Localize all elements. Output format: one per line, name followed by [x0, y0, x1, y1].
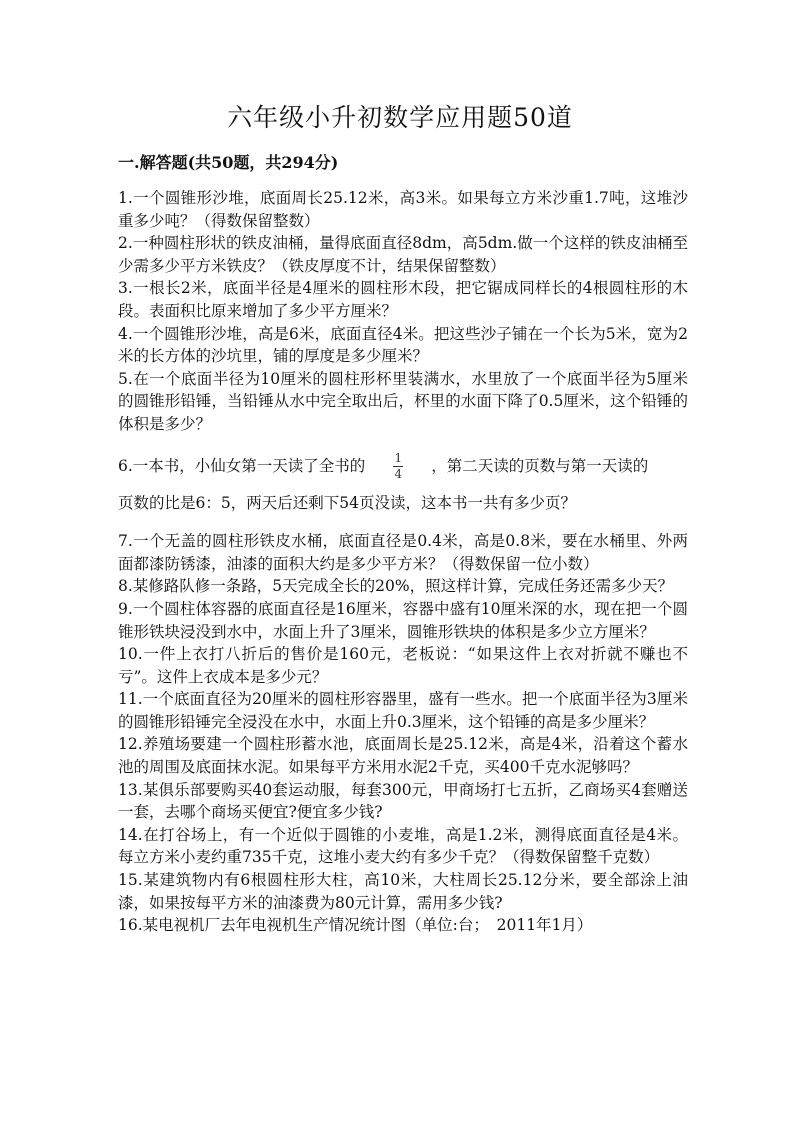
problem-list	[118, 187, 688, 937]
section-header: 一.解答题(共50题，共294分)	[118, 153, 339, 172]
problem-3: 3.一根长2米，底面半径是4厘米的圆柱形木段，把它锯成同样长的4根圆柱形的木段。表面积比原来增加了多少平方厘米？	[118, 279, 688, 320]
fraction-one-quarter	[393, 452, 403, 481]
problem-13: 13.某俱乐部要购买40套运动服，每套300元，甲商场打七五折，乙商场买4套赠送一套，去哪个商场买便宜?便宜多少钱?	[118, 780, 688, 822]
problem-12: 12.养殖场要建一个圆柱形蓄水池，底面周长是25.12米，高是4米，沿着这个蓄水池的周围及底面抹水泥。如果每平方米用水泥2千克，买400千克水泥够吗？	[118, 735, 688, 777]
problem-4: 4.一个圆锥形沙堆，高是6米，底面直径4米。把这些沙子铺在一个长为5米，宽为2米的长方体的沙坑里，铺的厚度是多少厘米？	[118, 324, 688, 366]
problem-10: 10.一件上衣打八折后的售价是160元，老板说：“如果这件上衣对折就不赚也不亏”。这件上衣成本是多少元？	[118, 645, 688, 686]
problem-5: 5.在一个底面半径为10厘米的圆柱形杯里装满水，水里放了一个底面半径为5厘米的圆锥形铅锤，当铅锤从水中完全取出后，杯里的水面下降了0.5厘米，这个铅锤的体积是多少？	[118, 369, 688, 433]
problem-6-text-b: ，第二天读的页数与第一天读的	[431, 457, 649, 476]
problem-6-line-1	[118, 452, 688, 482]
page-title: 六年级小升初数学应用题50道	[227, 103, 573, 132]
problem-9: 9.一个圆柱体容器的底面直径是16厘米，容器中盛有10厘米深的水，现在把一个圆锥形铁块浸没到水中，水面上升了3厘米，圆锥形铁块的体积是多少立方厘米？	[118, 599, 688, 641]
problem-6-line-2: 页数的比是6：5，两天后还剩下54页没读，这本书一共有多少页？	[118, 493, 576, 512]
problem-14: 14.在打谷场上，有一个近似于圆锥的小麦堆，高是1.2米，测得底面直径是4米。每立方米小麦约重735千克，这堆小麦大约有多少千克？（得数保留整千克数）	[118, 825, 688, 867]
problem-15: 15.某建筑物内有6根圆柱形大柱，高10米，大柱周长25.12分米，要全部涂上油漆，如果按每平方米的油漆费为80元计算，需用多少钱?	[118, 871, 688, 912]
problem-7: 7.一个无盖的圆柱形铁皮水桶，底面直径是0.4米，高是0.8米，要在水桶里、外两面都漆防锈漆，油漆的面积大约是多少平方米？（得数保留一位小数）	[118, 532, 688, 573]
problem-16: 16.某电视机厂去年电视机生产情况统计图（单位:台； 2011年1月）	[118, 916, 593, 935]
problem-11: 11.一个底面直径为20厘米的圆柱形容器里，盛有一些水。把一个底面半径为3厘米的圆锥形铅锤完全浸没在水中，水面上升0.3厘米，这个铅锤的高是多少厘米？	[118, 690, 688, 731]
problem-8: 8.某修路队修一条路，5天完成全长的20%，照这样计算，完成任务还需多少天？	[118, 577, 674, 596]
problem-6-text-a: 6.一本书，小仙女第一天读了全书的	[118, 457, 366, 476]
problem-1: 1.一个圆锥形沙堆，底面周长25.12米，高3米。如果每立方米沙重1.7吨，这堆沙重多少吨？（得数保留整数）	[118, 189, 688, 230]
problem-6	[118, 452, 688, 515]
fraction-numerator: 1	[394, 451, 403, 466]
fraction-denominator: 4	[394, 467, 403, 482]
problem-2: 2.一种圆柱形状的铁皮油桶，量得底面直径8dm，高5dm.做一个这样的铁皮油桶至少需多少平方米铁皮？（铁皮厚度不计，结果保留整数）	[118, 234, 688, 275]
